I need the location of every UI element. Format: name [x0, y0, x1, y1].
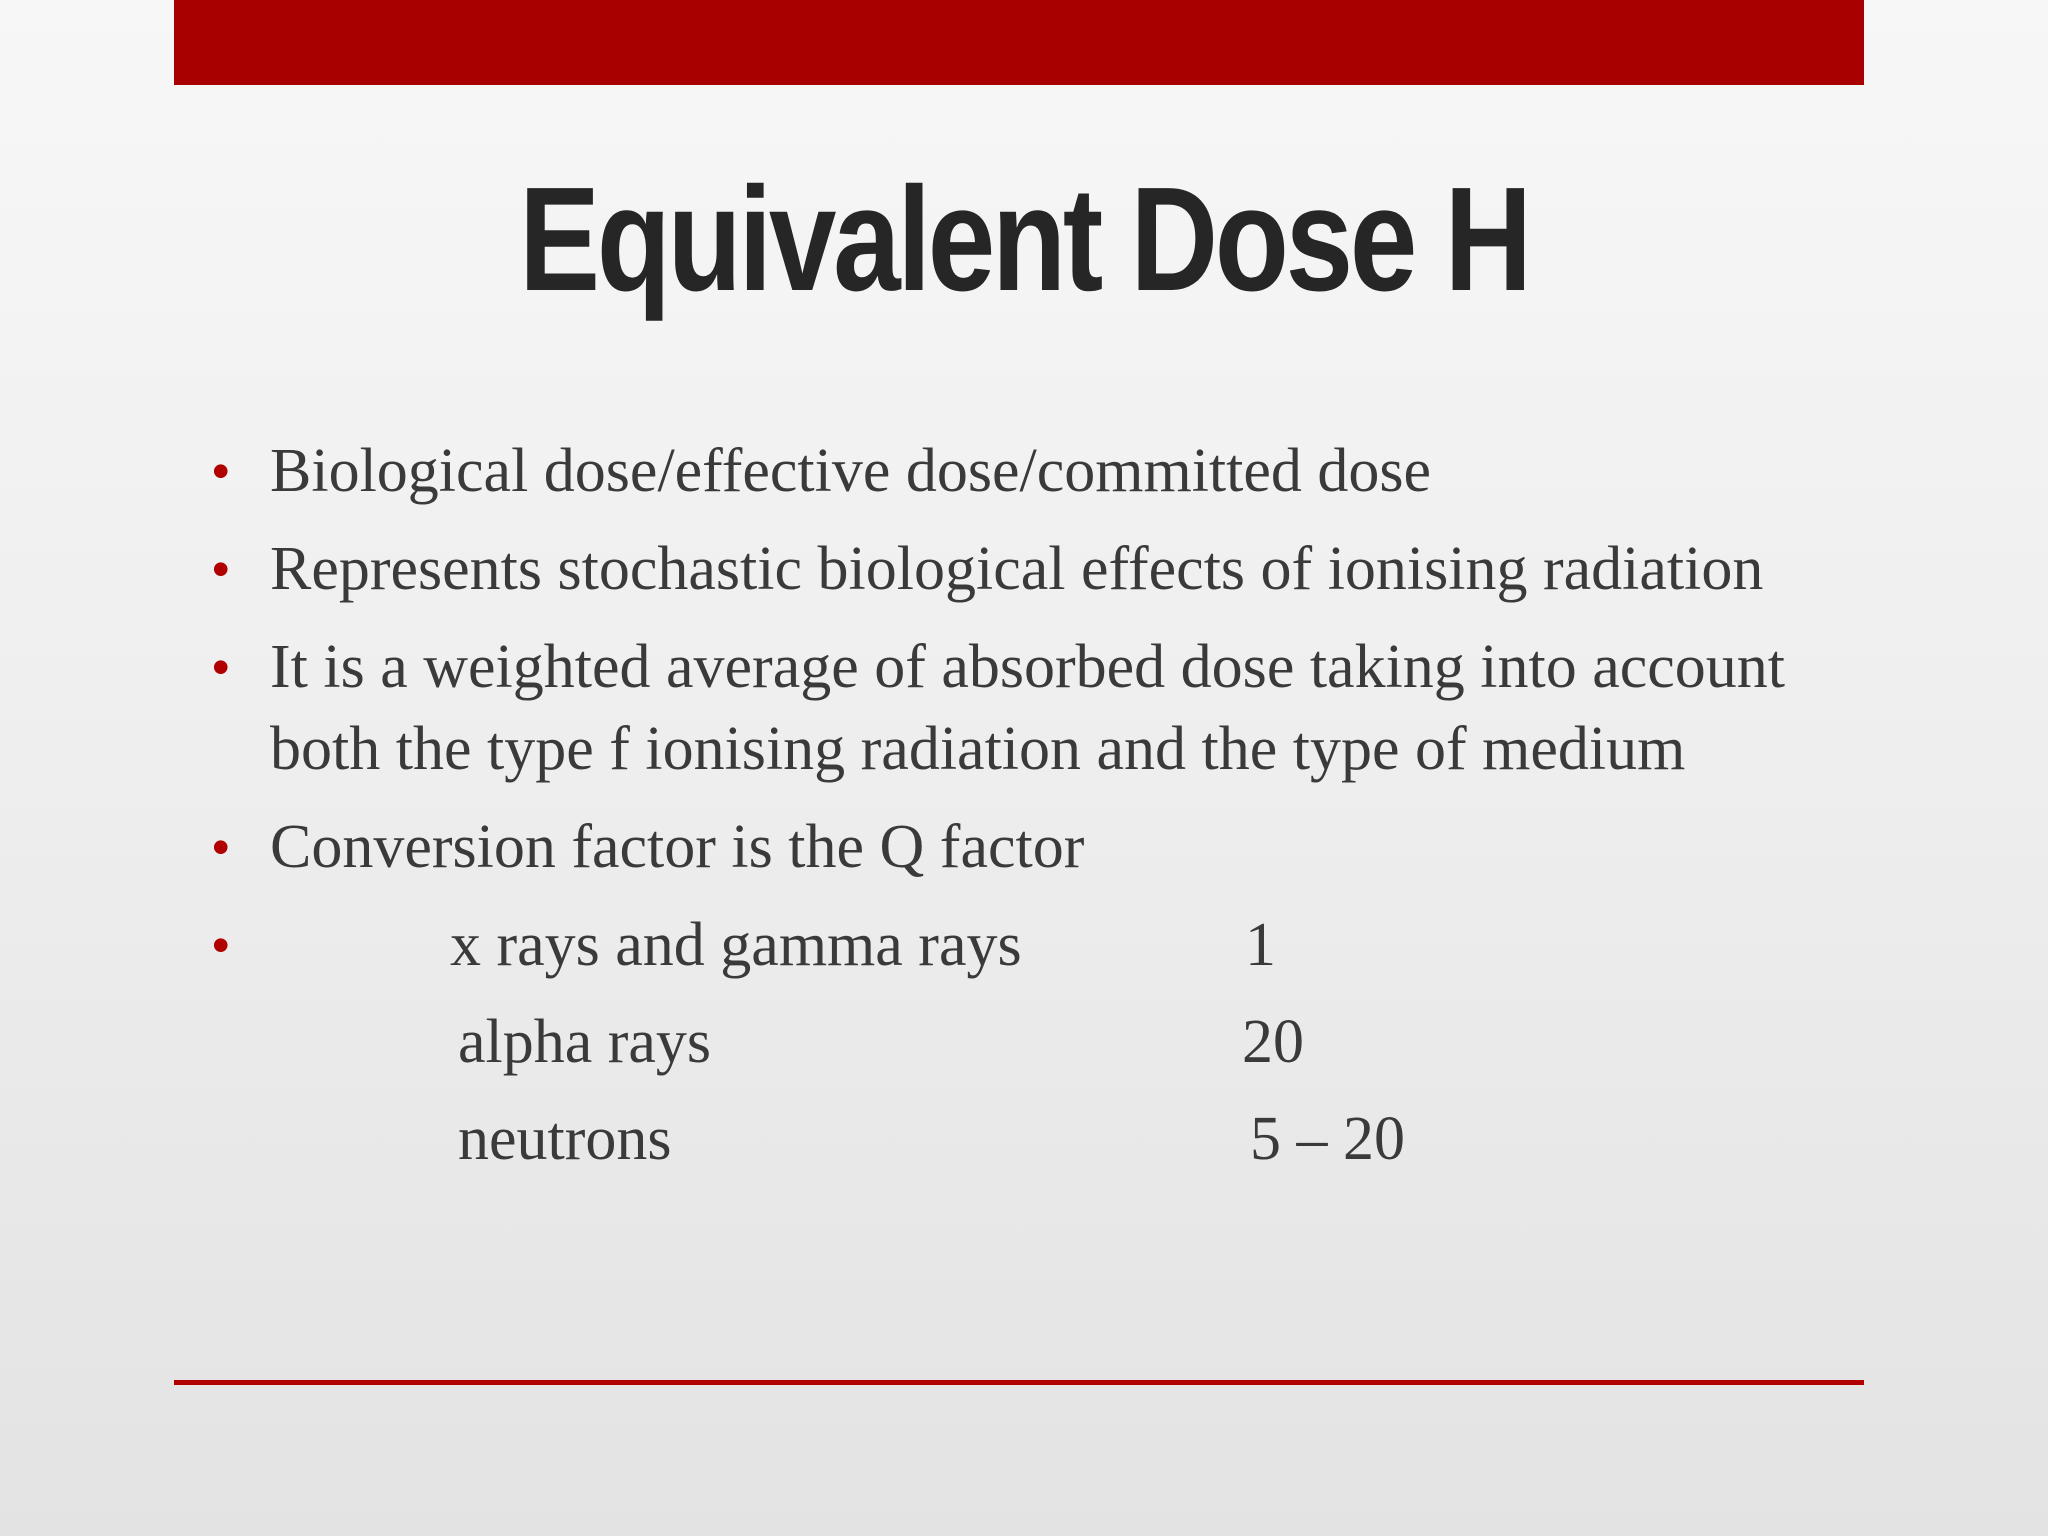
slide-title: Equivalent Dose H [519, 157, 1529, 322]
bullet-item [200, 430, 1840, 512]
bullet-text: Represents stochastic biological effects of ionising radiation [270, 535, 1764, 603]
q-factor-radiation: alpha rays [458, 1008, 712, 1076]
bullet-list [200, 430, 1840, 1211]
q-factor-row [200, 1001, 1840, 1098]
bottom-divider [174, 1380, 1864, 1385]
q-factor-radiation: neutrons [458, 1105, 672, 1173]
q-factor-row [200, 1098, 1840, 1195]
bullet-icon: • [212, 443, 230, 499]
bullet-item [200, 528, 1840, 610]
q-factor-radiation: x rays and gamma rays [450, 911, 1022, 979]
q-factor-row [200, 904, 1840, 1001]
bullet-text: Conversion factor is the Q factor [270, 813, 1085, 881]
bullet-item [200, 806, 1840, 888]
bullet-item-q-factors [200, 904, 1840, 1195]
bullet-item [200, 626, 1840, 790]
q-factor-table [200, 904, 1840, 1195]
q-factor-value: 20 [1242, 1008, 1304, 1076]
bullet-icon: • [212, 639, 230, 695]
bullet-icon: • [212, 917, 230, 973]
top-accent-bar [174, 0, 1864, 85]
bullet-icon: • [212, 819, 230, 875]
q-factor-value: 5 – 20 [1250, 1105, 1405, 1173]
bullet-text: It is a weighted average of absorbed dose taking into account both the type f ionising radiation and the type of medium [270, 633, 1786, 783]
bullet-icon: • [212, 541, 230, 597]
bullet-text: Biological dose/effective dose/committed dose [270, 437, 1432, 505]
q-factor-value: 1 [1245, 911, 1276, 979]
